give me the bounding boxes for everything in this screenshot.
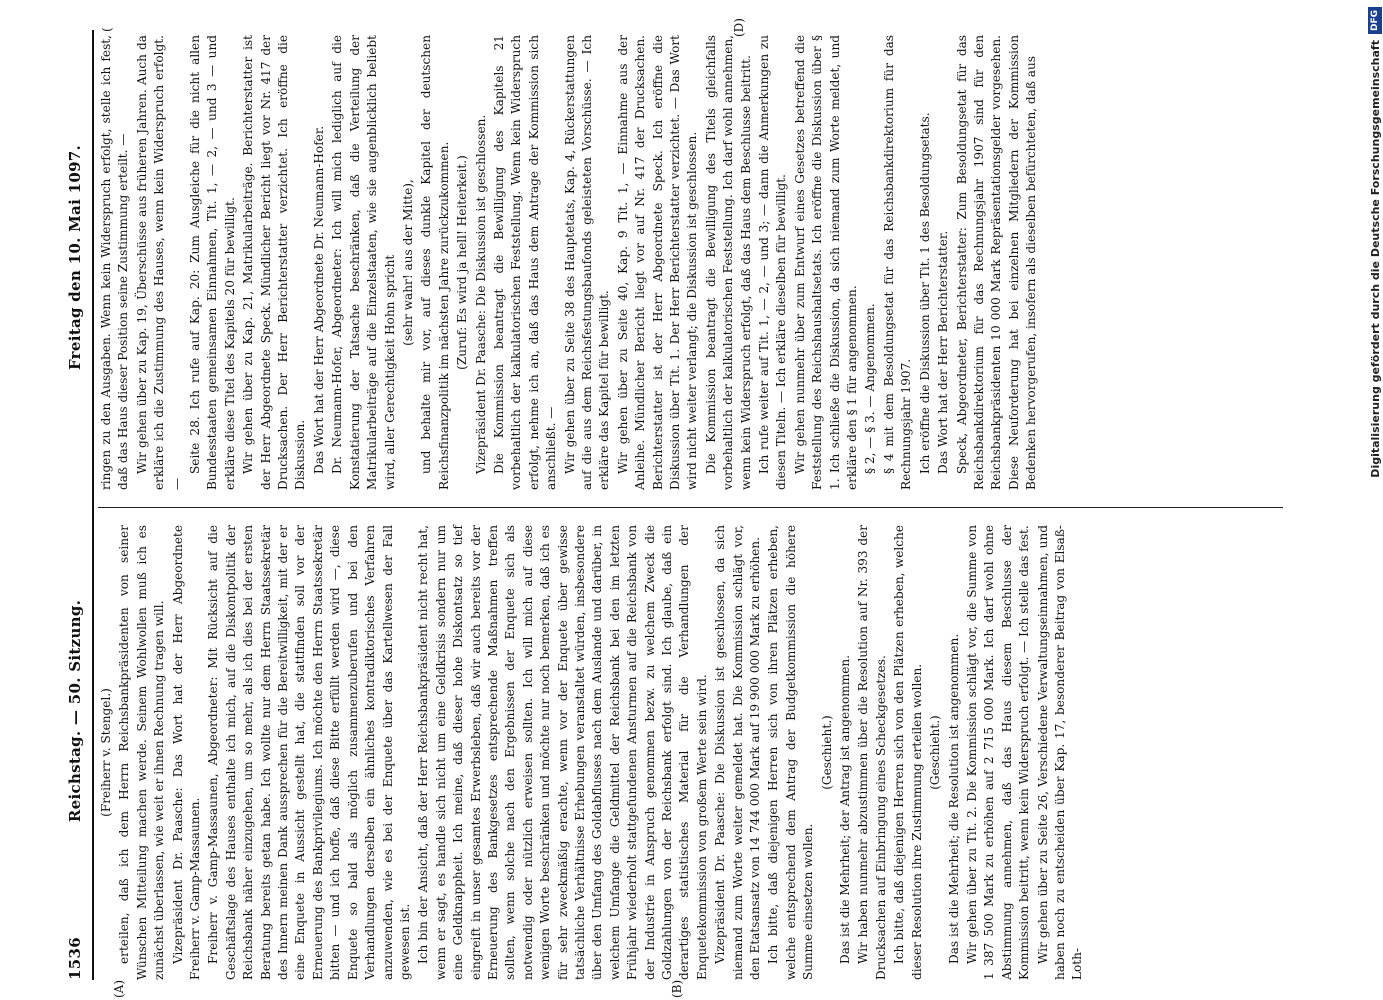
right-column-paragraph: § 2, — § 3. — Angenommen. [863, 303, 878, 474]
left-column-paragraph: Freiherr v. Gamp-Massaunen, Abgeordneter: Mit Rücksicht auf die Geschäftslage des Hauses enthalte ich mich, auf die Diskontpolitik der Reichsbank näher einzugehen, um so mehr, als ich dies bei der ersten Beratung bereits getan habe. Ich wollte nur dem Herrn Staatssekretär des Innern meinen Dank aussprechen für die Bereitwilligkeit, mit der er eine Enquete in Aussicht gestellt hat, die stattfinden soll vor der Erneuerung des Bankprivilegiums. Ich möchte den Herrn Staatssekretär bitten — und ich hoffe, daß diese Bitte erfüllt werden wird —, diese Enquete so bald als möglich zusammenzuberufen und bei den Verhandlungen derselben ein ähnliches kontradiktorisches Verfahren anzuwenden, wie es bei der Enquete über das Kartellwesen der Fall gewesen ist. [206, 525, 412, 980]
right-column-paragraph: Das Wort hat der Herr Berichterstatter. [936, 230, 951, 474]
left-column-paragraph: Ich bitte, daß diejenigen Herren sich von den Plätzen erheben, welche dieser Resolution ihre Zustimmung erteilen wollen. [892, 525, 924, 980]
right-column-paragraph: (sehr wahr! aus der Mitte), [400, 179, 415, 346]
right-column-paragraph: Die Kommission beantragt die Bewilligung des Titels gleichfalls vorbehaltlich der kalkulatorischen Feststellung. Ich darf wohl annehmen, wenn kein Widerspruch erfolgt, daß das Haus dem Beschlusse beitritt. [703, 35, 753, 490]
right-column-paragraph: Ich eröffne die Diskussion über Tit. 1 des Besoldungsetats. [917, 112, 932, 474]
left-column-paragraph: erteilen, daß ich dem Herrn Reichsbankpräsidenten von seiner Wünschen Mitteilung machen werde. Seinem Wohlwollen muß ich es zunächst überlassen, wie weit er ihnen Rechnung tragen will. [117, 525, 167, 980]
left-column-paragraph: Das ist die Mehrheit; die Resolution ist angenommen. [946, 633, 961, 964]
footer [1365, 7, 1383, 995]
footer-text: Digitalisierung gefördert durch die Deutsche Forschungsgemeinschaft [1368, 40, 1382, 478]
right-column-paragraph: § 4 mit dem Besoldungsetat für das Reichsbankdirektorium für das Rechnungsjahr 1907. [881, 35, 914, 490]
right-column-paragraph: Ich rufe weiter auf Tit. 1, — 2, — und 3; — dann die Anmerkungen zu diesen Titeln. — Ich erkläre dieselben für bewilligt. [757, 35, 789, 490]
left-column-paragraph: (Geschieht.) [819, 715, 834, 790]
left-column-paragraph: Ich bin der Ansicht, daß der Herr Reichsbankpräsident nicht recht hat, wenn er sagt, es handle sich nicht um eine Geldkrisis sondern nur um eine Geldknappheit. Ich meine, daß dieser hohe Diskontsatz so tief eingreift in unser gesamtes Erwerbsleben, daß wir auch bereits vor der Erneuerung des Bankgesetzes entsprechende Maßnahmen treffen sollten, wenn solche nach den Ergebnissen der Enquete sich als notwendig oder nützlich erweisen sollten. Ich will mich auf diese wenigen Worte beschränken und möchte nur noch bemerken, daß ich es für sehr zweckmäßig erachte, wenn vor der Enquete über gewisse tatsächliche Verhältnisse Erhebungen veranstaltet würden, insbesondere über den Umfang des Goldabflusses nach dem Auslande und darüber, in welchem Umfange die Geldmittel der Reichsbank bei den im letzten Frühjahr wiederholt stattgefundenen Ansturmen auf die Reichsbank von der Industrie in Anspruch genommen bezw. zu welchem Zweck die Goldzahlungen von der Reichsbank erfolgt sind. Ich glaube, daß ein derartiges statistisches Material für die Verhandlungen der Enquetekommission von großem Werte sein wird. [416, 525, 709, 980]
header-title-left: Reichstag. — 50. Sitzung. [66, 599, 84, 823]
left-column-paragraph: (Geschieht.) [928, 715, 943, 790]
header-rule [92, 30, 94, 980]
left-column [98, 525, 1088, 980]
header-title-right: Freitag den 10. Mai 1097. [66, 144, 84, 371]
right-column-paragraph: Speck, Abgeordneter, Berichterstatter: Zum Besoldungsetat für das Reichsbankdirektorium für das Rechnungsjahr 1907 sind für den Reichsbankpräsidenten 10 000 Mark Repräsentationsgelder vorgesehen. Diese Neuforderung hat bei einzelnen Mitgliedern der Kommission Bedenken hervorgerufen, insofern als dieselben befürchteten, daß aus [954, 35, 1039, 490]
page-header [60, 30, 90, 980]
right-column-paragraph: Das Wort hat der Herr Abgeordnete Dr. Neumann-Hofer. [311, 125, 326, 474]
left-column-paragraph: Ich bitte, daß diejenigen Herren sich von ihren Plätzen erheben, welche entsprechend dem Antrag der Budgetkommission die höhere Summe einsetzen wollen. [766, 525, 816, 980]
column-divider [98, 507, 1283, 508]
left-column-paragraph: Vizepräsident Dr. Paasche: Die Diskussion ist geschlossen, da sich niemand zum Worte weiter gemeldet hat. Die Kommission schlägt vor, den Etatsansatz von 14 744 000 Mark auf 19 900 000 Mark zu erhöhen. [713, 525, 763, 980]
right-column-paragraph: Wir gehen über zu Seite 38 des Hauptetats, Kap. 4, Rückerstattungen auf die aus dem Reichsfestungsbaufonds geleisteten Vorschüsse. — Ich erkläre das Kapitel für bewilligt. [562, 35, 612, 490]
right-column-paragraph: Vizepräsident Dr. Paasche: Die Diskussion ist geschlossen. [473, 114, 488, 474]
left-column-paragraph: Wir gehen über zu Tit. 2. Die Kommission schlägt vor, die Summe von 1 387 500 Mark zu erhöhen auf 2 715 000 Mark. Ich darf wohl ohne Abstimmung annehmen, daß das Haus diesem Beschlusse der Kommission beitritt, wenn kein Widerspruch erfolgt. — Ich stelle das fest. [964, 525, 1032, 980]
document-page [60, 18, 1290, 998]
left-column-paragraph: Vizepräsident Dr. Paasche: Das Wort hat der Herr Abgeordnete Freiherr v. Gamp-Massaunen. [170, 525, 203, 980]
right-column-paragraph: Wir gehen über zu Kap. 21, Matrikularbeiträge. Berichterstatter ist der Herr Abgeordnete Speck. Mündlicher Bericht liegt vor Nr. 417 der Drucksachen. Der Herr Berichterstatter verzichtet. Ich eröffne die Diskussion. [241, 35, 308, 490]
right-column-paragraph: Seite 28. Ich rufe auf Kap. 20: Zum Ausgleiche für die nicht allen Bundesstaaten gemeinsamen Einnahmen, Tit. 1, — 2, — und 3 — und erkläre diese Titel des Kapitels 20 für bewilligt. [188, 35, 237, 490]
right-column-paragraph: und behalte mir vor, auf dieses dunkle Kapitel der deutschen Reichsfinanzpolitik im nächsten Jahre zurückzukommen. [419, 35, 451, 490]
margin-mark-d: (D) [732, 18, 746, 37]
right-column [98, 35, 1042, 490]
margin-mark-b: (B) [670, 979, 684, 998]
right-column-paragraph: Die Kommission beantragt die Bewilligung des Kapitels 21 vorbehaltlich der kalkulatorischen Feststellung. Wenn kein Widerspruch erfolgt, nehme ich an, daß das Haus dem Antrage der Kommission sich anschließt. — [491, 35, 559, 490]
left-column-paragraph: Wir haben nunmehr abzustimmen über die Resolution auf Nr. 393 der Drucksachen auf Einbringung eines Scheckgesetzes. [856, 525, 888, 980]
right-column-paragraph: Wir gehen über zu Seite 40, Kap. 9 Tit. 1, — Einnahme aus der Anleihe. Mündlicher Bericht liegt vor auf Nr. 417 der Drucksachen. Berichterstatter ist der Herr Abgeordnete Speck. Ich eröffne die Diskussion über Tit. 1. Der Herr Berichterstatter verzichtet. — Das Wort wird nicht weiter verlangt; die Diskussion ist geschlossen. [615, 35, 700, 490]
page-number: 1536 [66, 937, 84, 980]
margin-mark-c: ( [100, 27, 114, 32]
left-column-paragraph: Das ist die Mehrheit; der Antrag ist angenommen. [838, 654, 853, 964]
left-column-paragraph: Wir gehen über zu Seite 26, Verschiedene Verwaltungseinnahmen, und haben noch zu entscheiden über Kap. 17, besonderer Beitrag von Elsaß-Loth- [1035, 525, 1085, 980]
dfg-logo: DFG [1368, 7, 1382, 34]
margin-mark-a: (A) [112, 979, 126, 998]
right-column-paragraph: ringen zu den Ausgaben. Wenn kein Widerspruch erfolgt, stelle ich fest, daß das Haus dieser Position seine Zustimmung erteilt. — [99, 35, 131, 490]
right-column-paragraph: (Zuruf: Es wird ja hell! Heiterkeit.) [455, 155, 470, 370]
right-column-paragraph: Wir gehen über zu Kap. 19, Überschüsse aus früheren Jahren. Auch da erkläre ich die Zustimmung des Hauses, wenn kein Widerspruch erfolgt. — [134, 35, 184, 490]
left-column-paragraph: (Freiherr v. Stengel.) [99, 688, 113, 817]
right-column-paragraph: Dr. Neumann-Hofer, Abgeordneter: Ich will mich lediglich auf die Konstatierung der Tatsache beschränken, daß die Verteilung der Matrikularbeiträge auf die Einzelstaaten, wie sie augenblicklich beliebt wird, aller Gerechtigkeit Hohn spricht [330, 35, 397, 490]
right-column-paragraph: Wir gehen nunmehr über zum Entwurf eines Gesetzes betreffend die Feststellung des Reichshaushaltsetats. Ich eröffne die Diskussion über § 1. Ich schließe die Diskussion, da sich niemand zum Worte meldet, und erkläre den § 1 für angenommen. [792, 35, 860, 490]
